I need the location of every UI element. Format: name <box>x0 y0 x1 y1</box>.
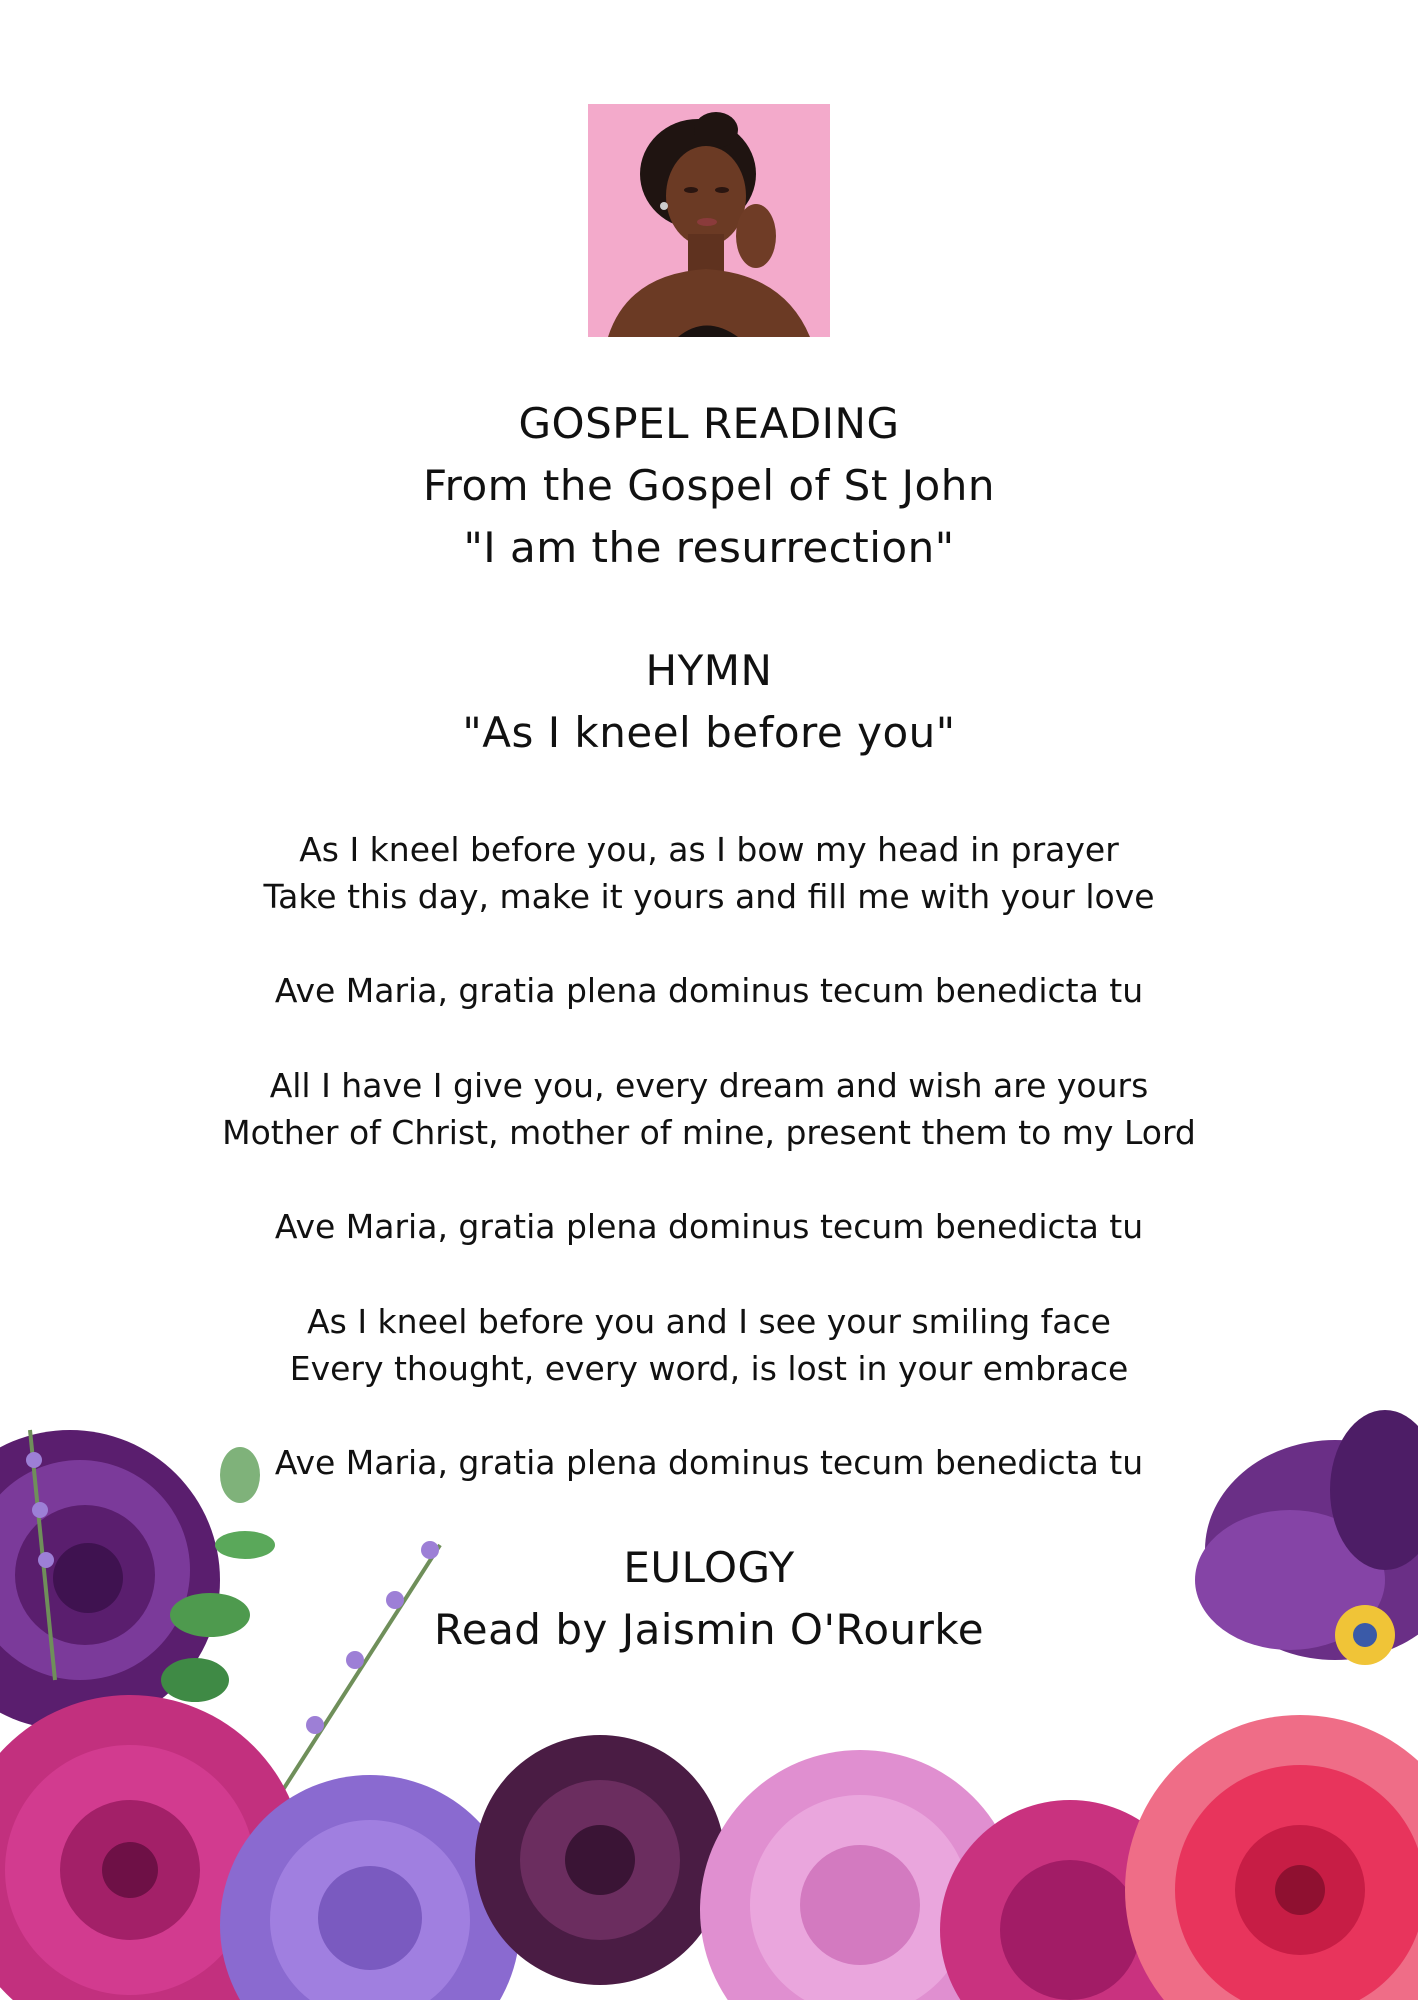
eulogy-title: EULOGY <box>623 1543 795 1592</box>
lyric-line: Ave Maria, gratia plena dominus tecum benedicta tu <box>274 1443 1144 1482</box>
lyric-line: Ave Maria, gratia plena dominus tecum benedicta tu <box>274 971 1144 1010</box>
hymn-section <box>0 640 1418 764</box>
eulogy-reader: Read by Jaismin O'Rourke <box>433 1605 985 1654</box>
hymn-name: "As I kneel before you" <box>462 708 956 757</box>
lyrics-refrain <box>0 1439 1418 1486</box>
lyric-line: Take this day, make it yours and fill me with your love <box>263 877 1155 916</box>
lyric-line: Ave Maria, gratia plena dominus tecum benedicta tu <box>274 1207 1144 1246</box>
lyrics-refrain <box>0 967 1418 1014</box>
gospel-reading-section <box>0 393 1418 579</box>
lyric-line: Mother of Christ, mother of mine, present them to my Lord <box>222 1113 1196 1152</box>
lyric-line: As I kneel before you, as I bow my head in prayer <box>299 830 1119 869</box>
gospel-title: GOSPEL READING <box>518 399 900 448</box>
gospel-source: From the Gospel of St John <box>423 461 995 510</box>
lyric-line: Every thought, every word, is lost in your embrace <box>289 1349 1129 1388</box>
lyric-line: As I kneel before you and I see your smiling face <box>307 1302 1111 1341</box>
portrait-photo <box>588 104 830 337</box>
hymn-title: HYMN <box>645 646 773 695</box>
lyrics-verse <box>0 1062 1418 1156</box>
gospel-quote: "I am the resurrection" <box>463 523 955 572</box>
portrait-icon <box>588 104 830 337</box>
lyrics-refrain <box>0 1203 1418 1250</box>
lyric-line: All I have I give you, every dream and wish are yours <box>269 1066 1149 1105</box>
eulogy-section <box>0 1537 1418 1661</box>
lyrics-verse <box>0 826 1418 920</box>
